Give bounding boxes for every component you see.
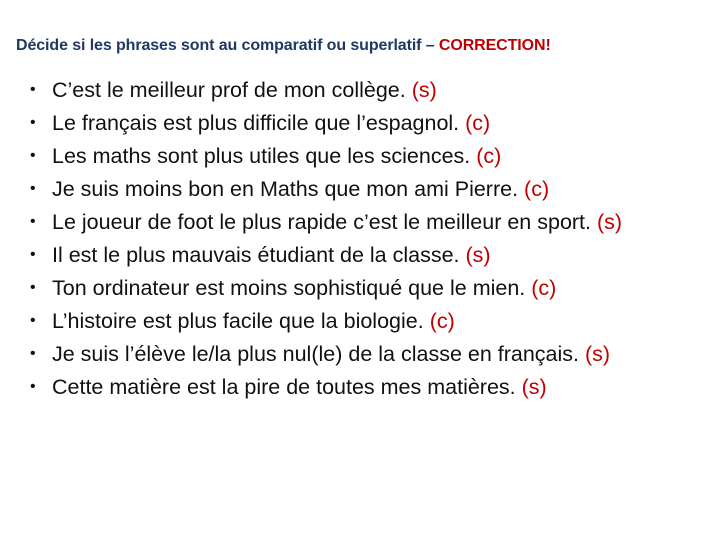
answer-tag: (s)	[596, 210, 623, 234]
list-item	[25, 142, 697, 170]
list-item	[25, 307, 697, 335]
answer-tag: (s)	[585, 342, 611, 366]
answer-tag: (c)	[476, 144, 502, 168]
bullet-icon: •	[30, 81, 36, 98]
sentence-text: Le joueur de foot le plus rapide c’est le meilleur en sport.	[52, 210, 597, 234]
answer-tag: (c)	[531, 276, 557, 300]
list-item	[25, 109, 697, 137]
sentence-text: Les maths sont plus utiles que les sciences.	[52, 144, 477, 168]
slide-title	[16, 37, 716, 55]
sentence-text: C’est le meilleur prof de mon collège.	[52, 78, 412, 102]
bullet-icon: •	[30, 378, 36, 395]
list-item	[25, 373, 697, 401]
list-item	[25, 175, 697, 203]
sentence-text: Le français est plus difficile que l’espagnol.	[52, 111, 466, 135]
sentence-list	[25, 76, 697, 406]
list-item	[25, 208, 697, 236]
bullet-icon: •	[30, 180, 36, 197]
list-item	[25, 340, 697, 368]
sentence-text: Il est le plus mauvais étudiant de la classe.	[52, 243, 466, 267]
sentence-text: Je suis l’élève le/la plus nul(le) de la classe en français.	[52, 342, 585, 366]
title-text: Décide si les phrases sont au comparatif ou superlatif –	[16, 37, 439, 54]
bullet-icon: •	[30, 246, 36, 263]
sentence-text: Ton ordinateur est moins sophistiqué que le mien.	[52, 276, 532, 300]
bullet-icon: •	[30, 279, 36, 296]
list-item	[25, 76, 697, 104]
bullet-icon: •	[30, 312, 36, 329]
bullet-icon: •	[30, 147, 36, 164]
answer-tag: (s)	[465, 243, 491, 267]
answer-tag: (s)	[411, 78, 437, 102]
list-item	[25, 274, 697, 302]
answer-tag: (c)	[465, 111, 491, 135]
bullet-icon: •	[30, 213, 36, 230]
sentence-text: Je suis moins bon en Maths que mon ami Pierre.	[52, 177, 525, 201]
answer-tag: (s)	[521, 375, 547, 399]
sentence-text: Cette matière est la pire de toutes mes matières.	[52, 375, 522, 399]
title-correction: CORRECTION!	[438, 37, 551, 54]
bullet-icon: •	[30, 114, 36, 131]
list-item	[25, 241, 697, 269]
bullet-icon: •	[30, 345, 36, 362]
answer-tag: (c)	[429, 309, 455, 333]
answer-tag: (c)	[524, 177, 550, 201]
sentence-text: L’histoire est plus facile que la biologie.	[52, 309, 430, 333]
